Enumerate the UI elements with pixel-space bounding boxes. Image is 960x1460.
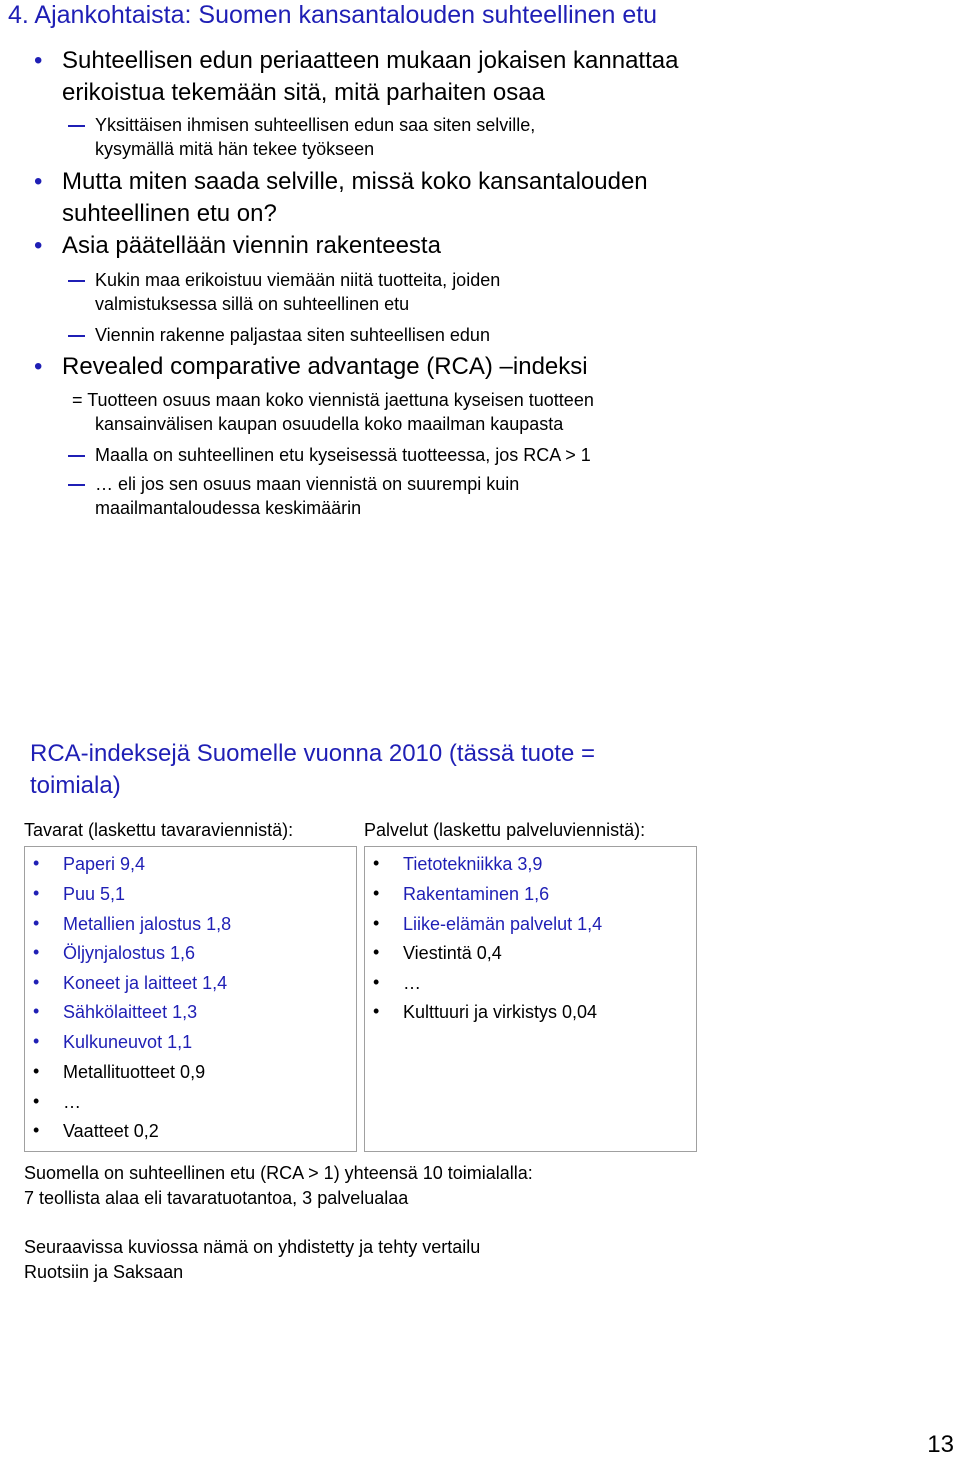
goods-item: • Kulkuneuvot 1,1 [33, 1031, 193, 1052]
bullet-1-text: Suhteellisen edun periaatteen mukaan jokaisen kannattaa erikoistua tekemään sitä, mitä parhaiten osaa [62, 47, 679, 106]
bullet-dot-icon: • [34, 47, 43, 74]
rca-section-title: RCA-indeksejä Suomelle vuonna 2010 (tässä tuote = toimiala) [30, 740, 596, 799]
bullet-1-sub-text: Yksittäisen ihmisen suhteellisen edun saa siten selville, kysymällä mitä hän tekee työkseen [95, 115, 536, 159]
services-box [364, 846, 697, 1152]
goods-item-text: … [63, 1092, 81, 1112]
services-item-text: Liike-elämän palvelut 1,4 [403, 914, 603, 934]
goods-item-text: Vaatteet 0,2 [63, 1121, 159, 1141]
bullet-2-text: Mutta miten saada selville, missä koko kansantalouden suhteellinen etu on? [62, 168, 648, 227]
services-heading: Palvelut (laskettu palveluviennistä): [364, 820, 646, 840]
goods-heading: Tavarat (laskettu tavaraviennistä): [24, 820, 294, 840]
bullet-dot-icon: • [34, 168, 43, 195]
services-item: • Tietotekniikka 3,9 [373, 853, 543, 874]
rca-definition-text: = Tuotteen osuus maan koko viennistä jaettuna kyseisen tuotteen kansainvälisen kaupan osuudella koko maailman kaupasta [72, 390, 594, 434]
services-item: • Liike-elämän palvelut 1,4 [373, 913, 603, 934]
services-item: • Rakentaminen 1,6 [373, 883, 550, 904]
bullet-3-text: Asia päätellään viennin rakenteesta [62, 232, 441, 259]
dash-icon [68, 455, 85, 457]
goods-item-text: Kulkuneuvot 1,1 [63, 1032, 193, 1052]
bullet-4-sub-2-text: … eli jos sen osuus maan viennistä on suurempi kuin maailmantaloudessa keskimäärin [95, 474, 520, 518]
goods-item: • Öljynjalostus 1,6 [33, 942, 196, 963]
bullet-1-sub [95, 113, 615, 161]
bullet-dot-icon: • [34, 353, 43, 380]
goods-item: • Sähkölaitteet 1,3 [33, 1001, 198, 1022]
services-item-text: Rakentaminen 1,6 [403, 884, 550, 904]
goods-item-text: Sähkölaitteet 1,3 [63, 1002, 198, 1022]
services-item-text: Viestintä 0,4 [403, 943, 502, 963]
bullet-3-sub-1-text: Kukin maa erikoistuu viemään niitä tuotteita, joiden valmistuksessa sillä on suhteellinen etu [95, 270, 501, 314]
summary-line-1: Suomella on suhteellinen etu (RCA > 1) yhteensä 10 toimialalla: [24, 1163, 533, 1183]
goods-item-text: Metallien jalostus 1,8 [63, 914, 232, 934]
dash-icon [68, 280, 85, 282]
services-item: • Viestintä 0,4 [373, 942, 502, 963]
bullet-3-sub-2-text: Viennin rakenne paljastaa siten suhteellisen edun [95, 325, 490, 345]
bullet-4-sub-1 [95, 443, 715, 467]
next-line-1: Seuraavissa kuviossa nämä on yhdistetty ja tehty vertailu [24, 1237, 481, 1257]
next-line-2: Ruotsiin ja Saksaan [24, 1262, 184, 1282]
goods-item: • Puu 5,1 [33, 883, 126, 904]
goods-item-text: Metallituotteet 0,9 [63, 1062, 206, 1082]
goods-item-text: Paperi 9,4 [63, 854, 146, 874]
dash-icon [68, 125, 85, 127]
page-number: 13 [927, 1431, 954, 1458]
services-item-text: Kulttuuri ja virkistys 0,04 [403, 1002, 598, 1022]
goods-item: • Metallien jalostus 1,8 [33, 913, 232, 934]
goods-item: • Vaatteet 0,2 [33, 1120, 159, 1141]
dash-icon [68, 335, 85, 337]
bullet-2 [34, 166, 724, 230]
bullet-4-text: Revealed comparative advantage (RCA) –indeksi [62, 353, 588, 380]
bullet-3-sub-1 [95, 268, 595, 316]
services-item-text: Tietotekniikka 3,9 [403, 854, 543, 874]
bullet-dot-icon: • [34, 232, 43, 259]
goods-item-text: Puu 5,1 [63, 884, 126, 904]
page-title: 4. Ajankohtaista: Suomen kansantalouden suhteellinen etu [8, 1, 658, 29]
services-item: • … [373, 972, 421, 993]
bullet-3-sub-2 [95, 323, 695, 347]
dash-icon [68, 484, 85, 486]
goods-box [24, 846, 357, 1152]
goods-item: • … [33, 1091, 81, 1112]
rca-definition [72, 388, 692, 436]
goods-item-text: Koneet ja laitteet 1,4 [63, 973, 228, 993]
goods-item: • Metallituotteet 0,9 [33, 1061, 206, 1082]
bullet-4-sub-1-text: Maalla on suhteellinen etu kyseisessä tuotteessa, jos RCA > 1 [95, 445, 591, 465]
goods-item-text: Öljynjalostus 1,6 [63, 943, 196, 963]
summary-line-2: 7 teollista alaa eli tavaratuotantoa, 3 palvelualaa [24, 1188, 409, 1208]
bullet-1 [34, 45, 714, 109]
bullet-4 [34, 351, 724, 383]
services-item: • Kulttuuri ja virkistys 0,04 [373, 1001, 598, 1022]
bullet-3 [34, 230, 724, 262]
goods-item: • Koneet ja laitteet 1,4 [33, 972, 228, 993]
services-item-text: … [403, 973, 421, 993]
bullet-4-sub-2 [95, 472, 595, 520]
goods-item: • Paperi 9,4 [33, 853, 146, 874]
